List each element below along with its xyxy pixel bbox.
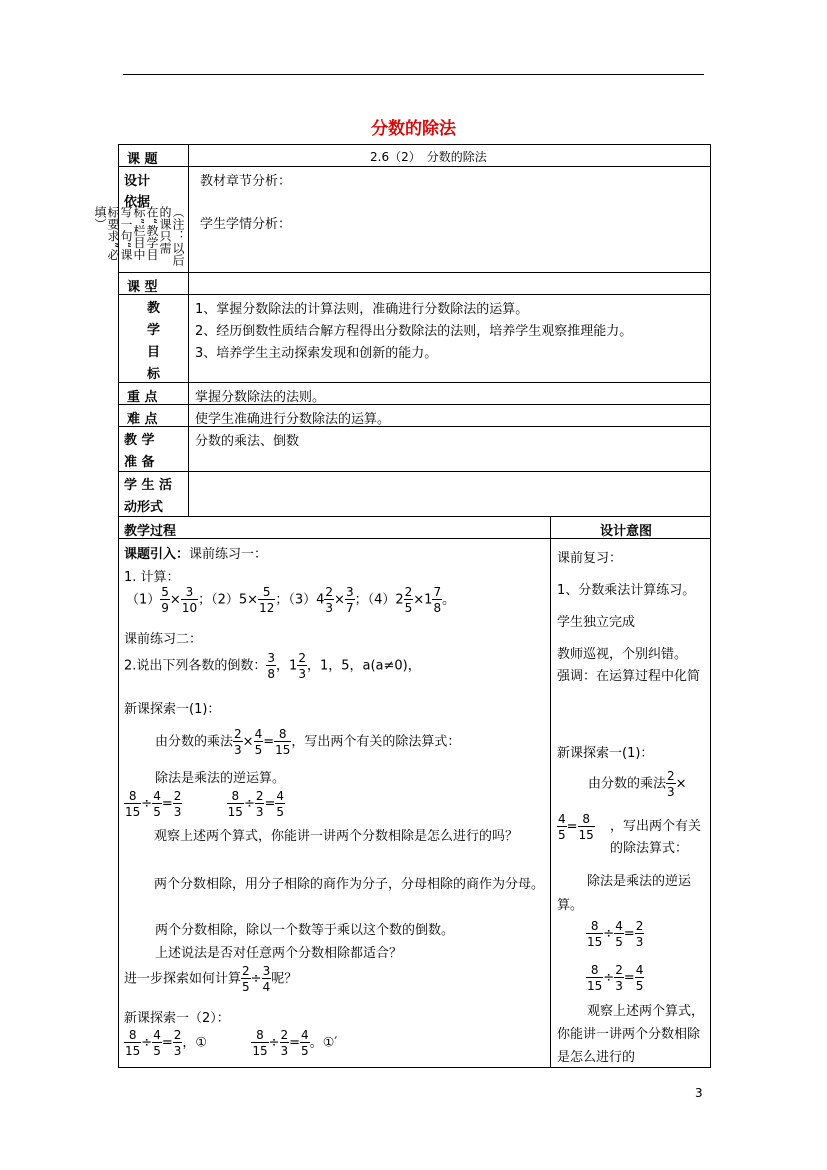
design-label-2: 依据 (124, 195, 151, 210)
process-left-header: 教学过程 (124, 524, 177, 539)
lesson-type-label: 课 型 (127, 280, 158, 295)
page-title: 分数的除法 (371, 119, 456, 139)
practice-2: 课前练习二： (124, 632, 203, 647)
textbook-analysis: 教材章节分析： (200, 174, 292, 189)
intent-observe: 观察上述两个算式，你能讲一讲两个分数相除是怎么进行的 (557, 1004, 705, 1065)
lesson-value: 2.6（2） 分数的除法 (370, 150, 487, 164)
explore-2-equations: $\frac{8}{15}$ ÷ $\frac{4}{5}$ = $\frac{2}{3}$ ，① $\frac{8}{15}$ ÷ $\frac{2}{3}$ = $\frac{4}{5}$ 。①′ (125, 1028, 338, 1058)
exercise-1-expression: （1） $\frac{5}{9}$ × $\frac{3}{10}$ ；（2）5× $\frac{5}{12}$ ；（3）4 $\frac{2}{3}$ × $\frac{3}{7}$ ；（4）2 $\frac{2}{5}$ ×1 $\frac{7}{8}$ 。 (126, 585, 456, 615)
difficulty: 使学生准确进行分数除法的运算。 (195, 412, 391, 427)
activity-label-1: 学 生 活 (124, 478, 173, 493)
obj-label-4: 标 (147, 367, 161, 382)
rule-paragraph-1: 两个分数相除，用分子相除的商作为分子，分母相除的商作为分母。 (154, 877, 545, 892)
intent-mult-cont: $\frac{4}{5}$ = $\frac{8}{15}$ (558, 812, 594, 842)
intent-review: 课前复习： (557, 551, 623, 566)
intent-explore: 新课探索一(1)： (557, 746, 654, 761)
intent-4: 强调：在运算过程中化简 (557, 669, 701, 684)
intent-eq-1: $\frac{8}{15}$ ÷ $\frac{4}{5}$ = $\frac{2}{3}$ (587, 919, 644, 949)
difficulty-label: 难 点 (127, 412, 158, 427)
key-point-label: 重 点 (127, 390, 158, 405)
intro-line: 课题引入：课前练习一： (124, 547, 268, 562)
objective-2: 2、经历倒数性质结合解方程得出分数除法的法则，培养学生观察推理能力。 (195, 324, 633, 339)
intent-1: 1、分数乘法计算练习。 (557, 583, 696, 598)
page-number: 3 (695, 1086, 703, 1100)
observe-paragraph: 观察上述两个算式，你能讲一讲两个分数相除是怎么进行的吗？ (154, 829, 519, 844)
intent-write-two: ，写出两个有关的除法算式： (610, 819, 702, 856)
intent-3: 教师巡视，个别纠错。 (557, 647, 688, 662)
prep-label-1: 教 学 (124, 433, 155, 448)
key-point: 掌握分数除法的法则。 (195, 390, 326, 405)
mult-line: 由分数的乘法 $\frac{2}{3}$ × $\frac{4}{5}$ = $\frac{8}{15}$ ，写出两个有关的除法算式： (155, 727, 461, 757)
intent-2: 学生独立完成 (557, 615, 636, 630)
explore-1: 新课探索一(1)： (124, 702, 221, 717)
objective-1: 1、掌握分数除法的计算法则，准确进行分数除法的运算。 (195, 302, 529, 317)
rule-paragraph-3: 上述说法是否对任意两个分数相除都适合？ (155, 946, 403, 961)
further-line: 进一步探索如何计算 $\frac{2}{5}$ ÷ $\frac{3}{4}$ 呢？ (124, 964, 298, 994)
activity-label-2: 动形式 (124, 500, 164, 515)
row-lesson-type (118, 272, 711, 295)
prep-label-2: 准 备 (124, 455, 155, 470)
division-equations: $\frac{8}{15}$ ÷ $\frac{4}{5}$ = $\frac{2}{3}$ $\frac{8}{15}$ ÷ $\frac{2}{3}$ = $\frac{4}{5}$ (125, 789, 285, 819)
prep: 分数的乘法、倒数 (195, 434, 300, 449)
inverse-line: 除法是乘法的逆运算。 (155, 771, 286, 786)
obj-label-3: 目 (147, 345, 161, 360)
process-left-header-cell (118, 516, 551, 539)
design-note: （注：以后的课只需在“教学目标”栏目中写一句“课标要求”必填） (93, 206, 185, 266)
row-activity (118, 471, 711, 517)
rule-paragraph-2: 两个分数相除，除以一个数等于乘以这个数的倒数。 (155, 923, 455, 938)
intent-inverse: 除法是乘法的逆运算。 (557, 874, 692, 913)
intent-mult: 由分数的乘法 $\frac{2}{3}$ × (588, 769, 687, 799)
student-analysis: 学生学情分析： (200, 217, 292, 232)
reciprocal-line: 2.说出下列各数的倒数： $\frac{3}{8}$ ，1 $\frac{2}{3}$ ，1，5，a(a≠0)， (124, 651, 421, 681)
process-right-header: 设计意图 (600, 524, 653, 539)
intent-eq-2: $\frac{8}{15}$ ÷ $\frac{2}{3}$ = $\frac{4}{5}$ (587, 963, 644, 993)
calc-label: 1. 计算： (124, 570, 180, 585)
explore-2: 新课探索一（2）： (124, 1011, 230, 1026)
obj-label-2: 学 (147, 323, 161, 338)
header-rule (123, 74, 704, 75)
objective-3: 3、培养学生主动探索发现和创新的能力。 (195, 346, 438, 361)
design-label-1: 设计 (124, 174, 151, 189)
obj-label-1: 教 (147, 301, 161, 316)
lesson-label: 课 题 (127, 152, 158, 167)
